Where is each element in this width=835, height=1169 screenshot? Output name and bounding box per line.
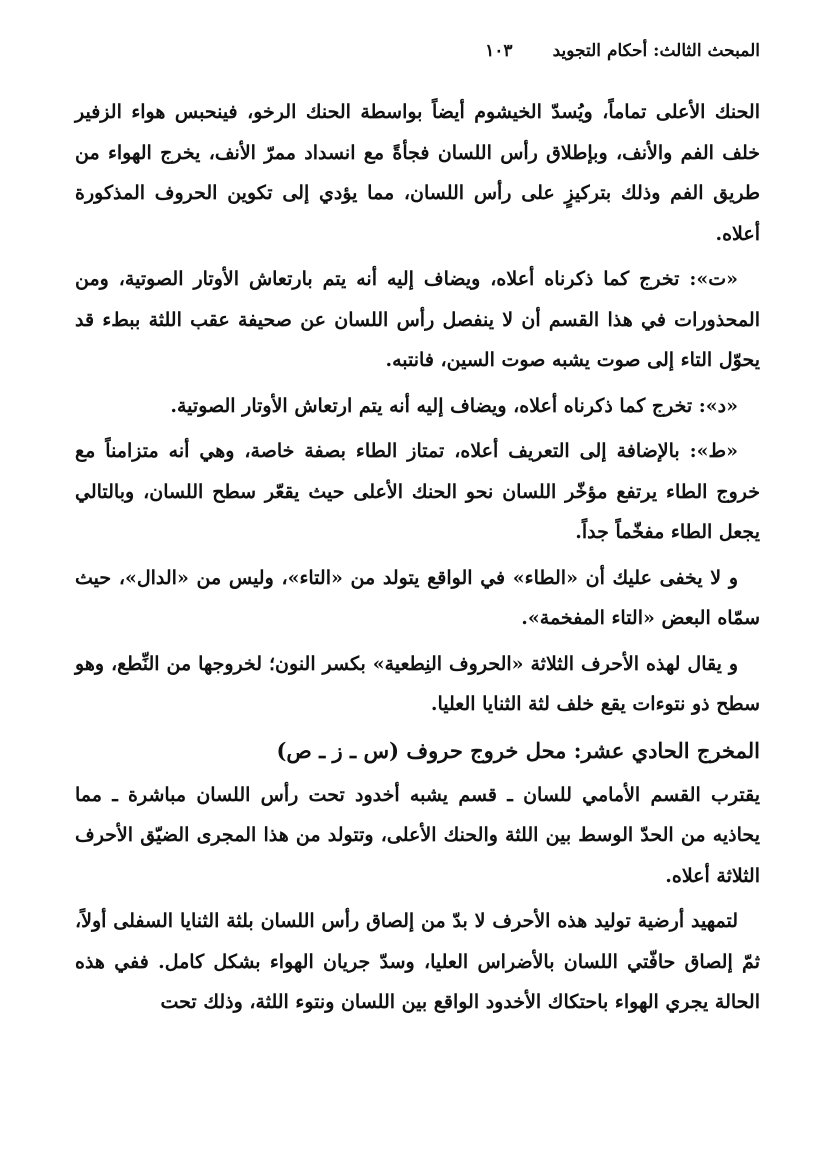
page-number: ١٠٣ [485, 41, 513, 61]
section-heading: المخرج الحادي عشر: محل خروج حروف (س ـ ز ـ ص) [276, 737, 760, 763]
paragraph: و لا يخفى عليك أن «الطاء» في الواقع يتولد من «التاء»، وليس من «الدال»، حيث سمّاه البعض «التاء المفخمة». [75, 566, 760, 629]
running-header [75, 36, 760, 66]
paragraph: «د»: تخرج كما ذكرناه أعلاه، ويضاف إليه أنه يتم ارتعاش الأوتار الصوتية. [170, 394, 738, 417]
paragraph: لتمهيد أرضية توليد هذه الأحرف لا بدّ من إلصاق رأس اللسان بلثة الثنايا السفلى أولاً، ثمّ إلصاق حافّتي اللسان بالأضراس العليا، وسدّ جريان الهواء بشكل كامل. ففي هذه الحالة يجري الهواء باحتكاك الأخدود الواقع بين اللسان ونتوء اللثة، وذلك تحت [75, 910, 760, 1013]
body-text [75, 92, 760, 1028]
paragraph: و يقال لهذه الأحرف الثلاثة «الحروف النِطعية» بكسر النون؛ لخروجها من النِّطع، وهو سطح ذو نتوءات يقع خلف لثة الثنايا العليا. [75, 652, 760, 715]
paragraph: «ت»: تخرج كما ذكرناه أعلاه، ويضاف إليه أنه يتم بارتعاش الأوتار الصوتية، ومن المحذورات في هذا القسم أن لا ينفصل رأس اللسان عن صحيفة عقب اللثة ببطء قد يحوّل التاء إلى صوت يشبه صوت السين، فانتبه. [75, 268, 760, 371]
paragraph: الحنك الأعلى تماماً، ويُسدّ الخيشوم أيضاً بواسطة الحنك الرخو، فينحبس هواء الزفير خلف الفم والأنف، وبإطلاق رأس اللسان فجأةً مع انسداد ممرّ الأنف، يخرج الهواء من طريق الفم وذلك بتركيزٍ على رأس اللسان، مما يؤدي إلى تكوين الحروف المذكورة أعلاه. [75, 101, 760, 245]
paragraph: «ط»: بالإضافة إلى التعريف أعلاه، تمتاز الطاء بصفة خاصة، وهي أنه متزامناً مع خروج الطاء يرتفع مؤخّر اللسان نحو الحنك الأعلى حيث يقعّر سطح اللسان، وبالتالي يجعل الطاء مفخّماً جداً. [75, 440, 760, 543]
section-title: المبحث الثالث: أحكام التجويد [552, 41, 760, 61]
paragraph: يقترب القسم الأمامي للسان ـ قسم يشبه أخدود تحت رأس اللسان مباشرة ـ مما يحاذيه من الحدّ الوسط بين اللثة والحنك الأعلى، وتتولد من هذا المجرى الضيّق الأحرف الثلاثة أعلاه. [75, 783, 760, 887]
